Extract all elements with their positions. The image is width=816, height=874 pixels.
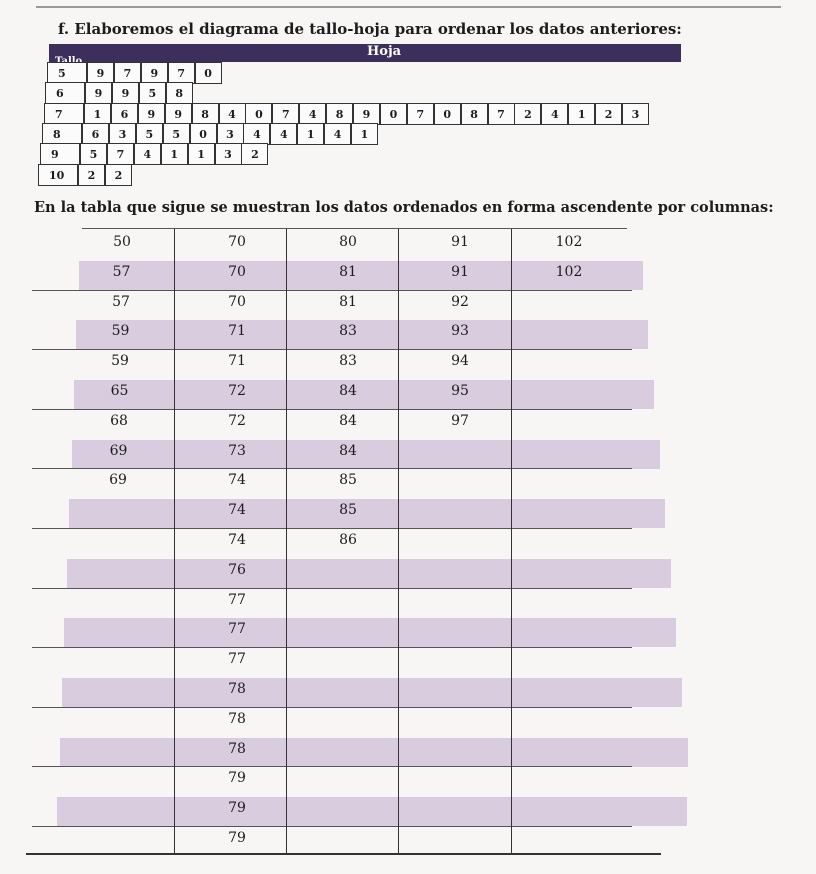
table-cell: 81	[339, 263, 357, 280]
leaf-cell: 8	[192, 103, 219, 125]
stem-cell: 8	[42, 123, 82, 145]
stem-cell: 5	[47, 62, 87, 84]
table-cell: 72	[228, 383, 246, 399]
leaf-cell: 0	[190, 123, 217, 145]
row-rule	[32, 766, 632, 767]
leaf-cell: 0	[195, 62, 222, 84]
leaf-cell: 3	[215, 143, 242, 165]
table-cell: 78	[228, 681, 246, 697]
table-cell: 79	[228, 770, 246, 787]
leaf-cell: 2	[78, 164, 105, 186]
stem-cell: 6	[45, 82, 85, 104]
leaf-cell: 2	[514, 103, 541, 125]
row-rule	[32, 707, 632, 708]
table-cell: 70	[228, 263, 246, 280]
row-rule	[32, 409, 632, 410]
leaf-cell: 3	[622, 103, 649, 125]
row-rule	[32, 290, 632, 291]
stem-cell: 9	[40, 143, 80, 165]
leaf-cell: 9	[85, 82, 112, 104]
leaf-cell: 4	[299, 103, 326, 125]
table-cell: 68	[110, 412, 128, 429]
leaf-cell: 7	[107, 143, 134, 165]
row-band	[60, 738, 688, 767]
leaf-cell: 5	[139, 82, 166, 104]
row-rule	[32, 588, 632, 589]
table-cell: 84	[339, 442, 357, 459]
table-cell: 83	[339, 323, 357, 340]
leaf-cell: 7	[168, 62, 195, 84]
table-cell: 74	[228, 472, 246, 489]
page-heading: f. Elaboremos el diagrama de tallo-hoja para ordenar los datos anteriores:	[58, 20, 682, 38]
table-cell: 85	[339, 472, 357, 489]
table-cell: 93	[451, 323, 469, 340]
table-cell: 92	[451, 293, 469, 310]
table-cell: 76	[228, 561, 246, 578]
table-cell: 77	[228, 621, 246, 638]
table-cell: 59	[111, 323, 130, 340]
leaf-cell: 8	[166, 82, 193, 104]
leaf-cell: 0	[434, 103, 461, 125]
column-divider	[398, 228, 399, 854]
leaf-cell: 4	[324, 123, 351, 145]
table-caption: En la tabla que sigue se muestran los datos ordenados en forma ascendente por columnas:	[34, 199, 774, 216]
leaf-cell: 4	[541, 103, 568, 125]
leaf-cell: 1	[297, 123, 324, 145]
leaf-cell: 5	[136, 123, 163, 145]
leaf-cell: 9	[141, 62, 168, 84]
table-cell: 102	[555, 234, 583, 250]
leaf-cell: 4	[243, 123, 270, 145]
row-band	[67, 559, 671, 588]
table-cell: 65	[110, 383, 129, 399]
table-cell: 79	[228, 800, 246, 817]
table-cell: 78	[228, 710, 246, 727]
leaf-cell: 3	[109, 123, 136, 145]
table-top-rule	[82, 228, 627, 229]
row-rule	[32, 528, 632, 529]
leaf-cell: 1	[84, 103, 111, 125]
stem-cell: 7	[44, 103, 84, 125]
leaf-cell: 6	[82, 123, 109, 145]
leaf-cell: 1	[568, 103, 595, 125]
row-rule	[32, 826, 632, 827]
leaf-cell: 2	[105, 164, 132, 186]
leaf-label: Hoja	[367, 44, 402, 59]
leaf-cell: 3	[217, 123, 244, 145]
leaf-cell: 9	[112, 82, 139, 104]
leaf-cell: 1	[351, 123, 378, 145]
table-cell: 73	[228, 442, 246, 459]
leaf-cell: 8	[461, 103, 488, 125]
table-cell: 70	[228, 293, 246, 310]
table-cell: 95	[451, 383, 469, 399]
row-band	[57, 797, 687, 826]
table-cell: 83	[339, 353, 357, 370]
row-band	[62, 678, 682, 707]
table-cell: 57	[112, 293, 130, 310]
table-cell: 57	[112, 263, 131, 280]
column-divider	[174, 228, 175, 854]
leaf-cell: 7	[272, 103, 299, 125]
table-cell: 97	[451, 412, 469, 429]
table-cell: 59	[111, 353, 129, 370]
table-cell: 77	[228, 591, 246, 608]
row-band	[64, 618, 676, 647]
leaf-cell: 0	[380, 103, 407, 125]
table-cell: 71	[228, 323, 246, 340]
table-cell: 84	[339, 383, 357, 399]
top-rule	[36, 6, 781, 8]
table-cell: 50	[113, 234, 131, 250]
stem-leaf-header	[49, 44, 681, 62]
table-cell: 74	[228, 502, 246, 519]
leaf-cell: 4	[134, 143, 161, 165]
leaf-cell: 7	[488, 103, 515, 125]
row-rule	[32, 468, 632, 469]
table-bottom-rule	[26, 853, 661, 855]
table-cell: 85	[339, 502, 357, 519]
table-cell: 77	[228, 651, 246, 668]
ordered-data-table	[32, 228, 672, 854]
leaf-cell: 9	[165, 103, 192, 125]
table-cell: 84	[339, 412, 357, 429]
table-cell: 79	[228, 830, 246, 846]
table-cell: 81	[339, 293, 357, 310]
table-cell: 74	[228, 532, 246, 548]
row-rule	[32, 349, 632, 350]
stem-cell: 10	[38, 164, 78, 186]
leaf-cell: 7	[114, 62, 141, 84]
table-cell: 72	[228, 412, 246, 429]
table-cell: 86	[339, 532, 357, 548]
leaf-cell: 6	[111, 103, 138, 125]
leaf-cell: 5	[163, 123, 190, 145]
leaf-cell: 4	[270, 123, 297, 145]
leaf-cell: 1	[188, 143, 215, 165]
leaf-cell: 2	[595, 103, 622, 125]
leaf-cell: 9	[353, 103, 380, 125]
table-cell: 71	[228, 353, 246, 370]
table-cell: 78	[228, 740, 246, 757]
table-cell: 91	[451, 263, 469, 280]
table-cell: 91	[451, 234, 469, 250]
table-cell: 80	[339, 234, 357, 250]
leaf-cell: 8	[326, 103, 353, 125]
table-cell: 94	[451, 353, 469, 370]
table-cell: 69	[109, 442, 128, 459]
leaf-cell: 9	[138, 103, 165, 125]
leaf-cell: 0	[245, 103, 272, 125]
table-cell: 70	[228, 234, 246, 250]
row-rule	[32, 647, 632, 648]
table-cell: 69	[109, 472, 127, 489]
column-divider	[511, 228, 512, 854]
leaf-cell: 1	[161, 143, 188, 165]
leaf-cell: 2	[241, 143, 268, 165]
leaf-cell: 7	[407, 103, 434, 125]
table-cell: 102	[555, 263, 583, 280]
leaf-cell: 4	[219, 103, 246, 125]
leaf-cell: 5	[80, 143, 107, 165]
leaf-cell: 9	[87, 62, 114, 84]
